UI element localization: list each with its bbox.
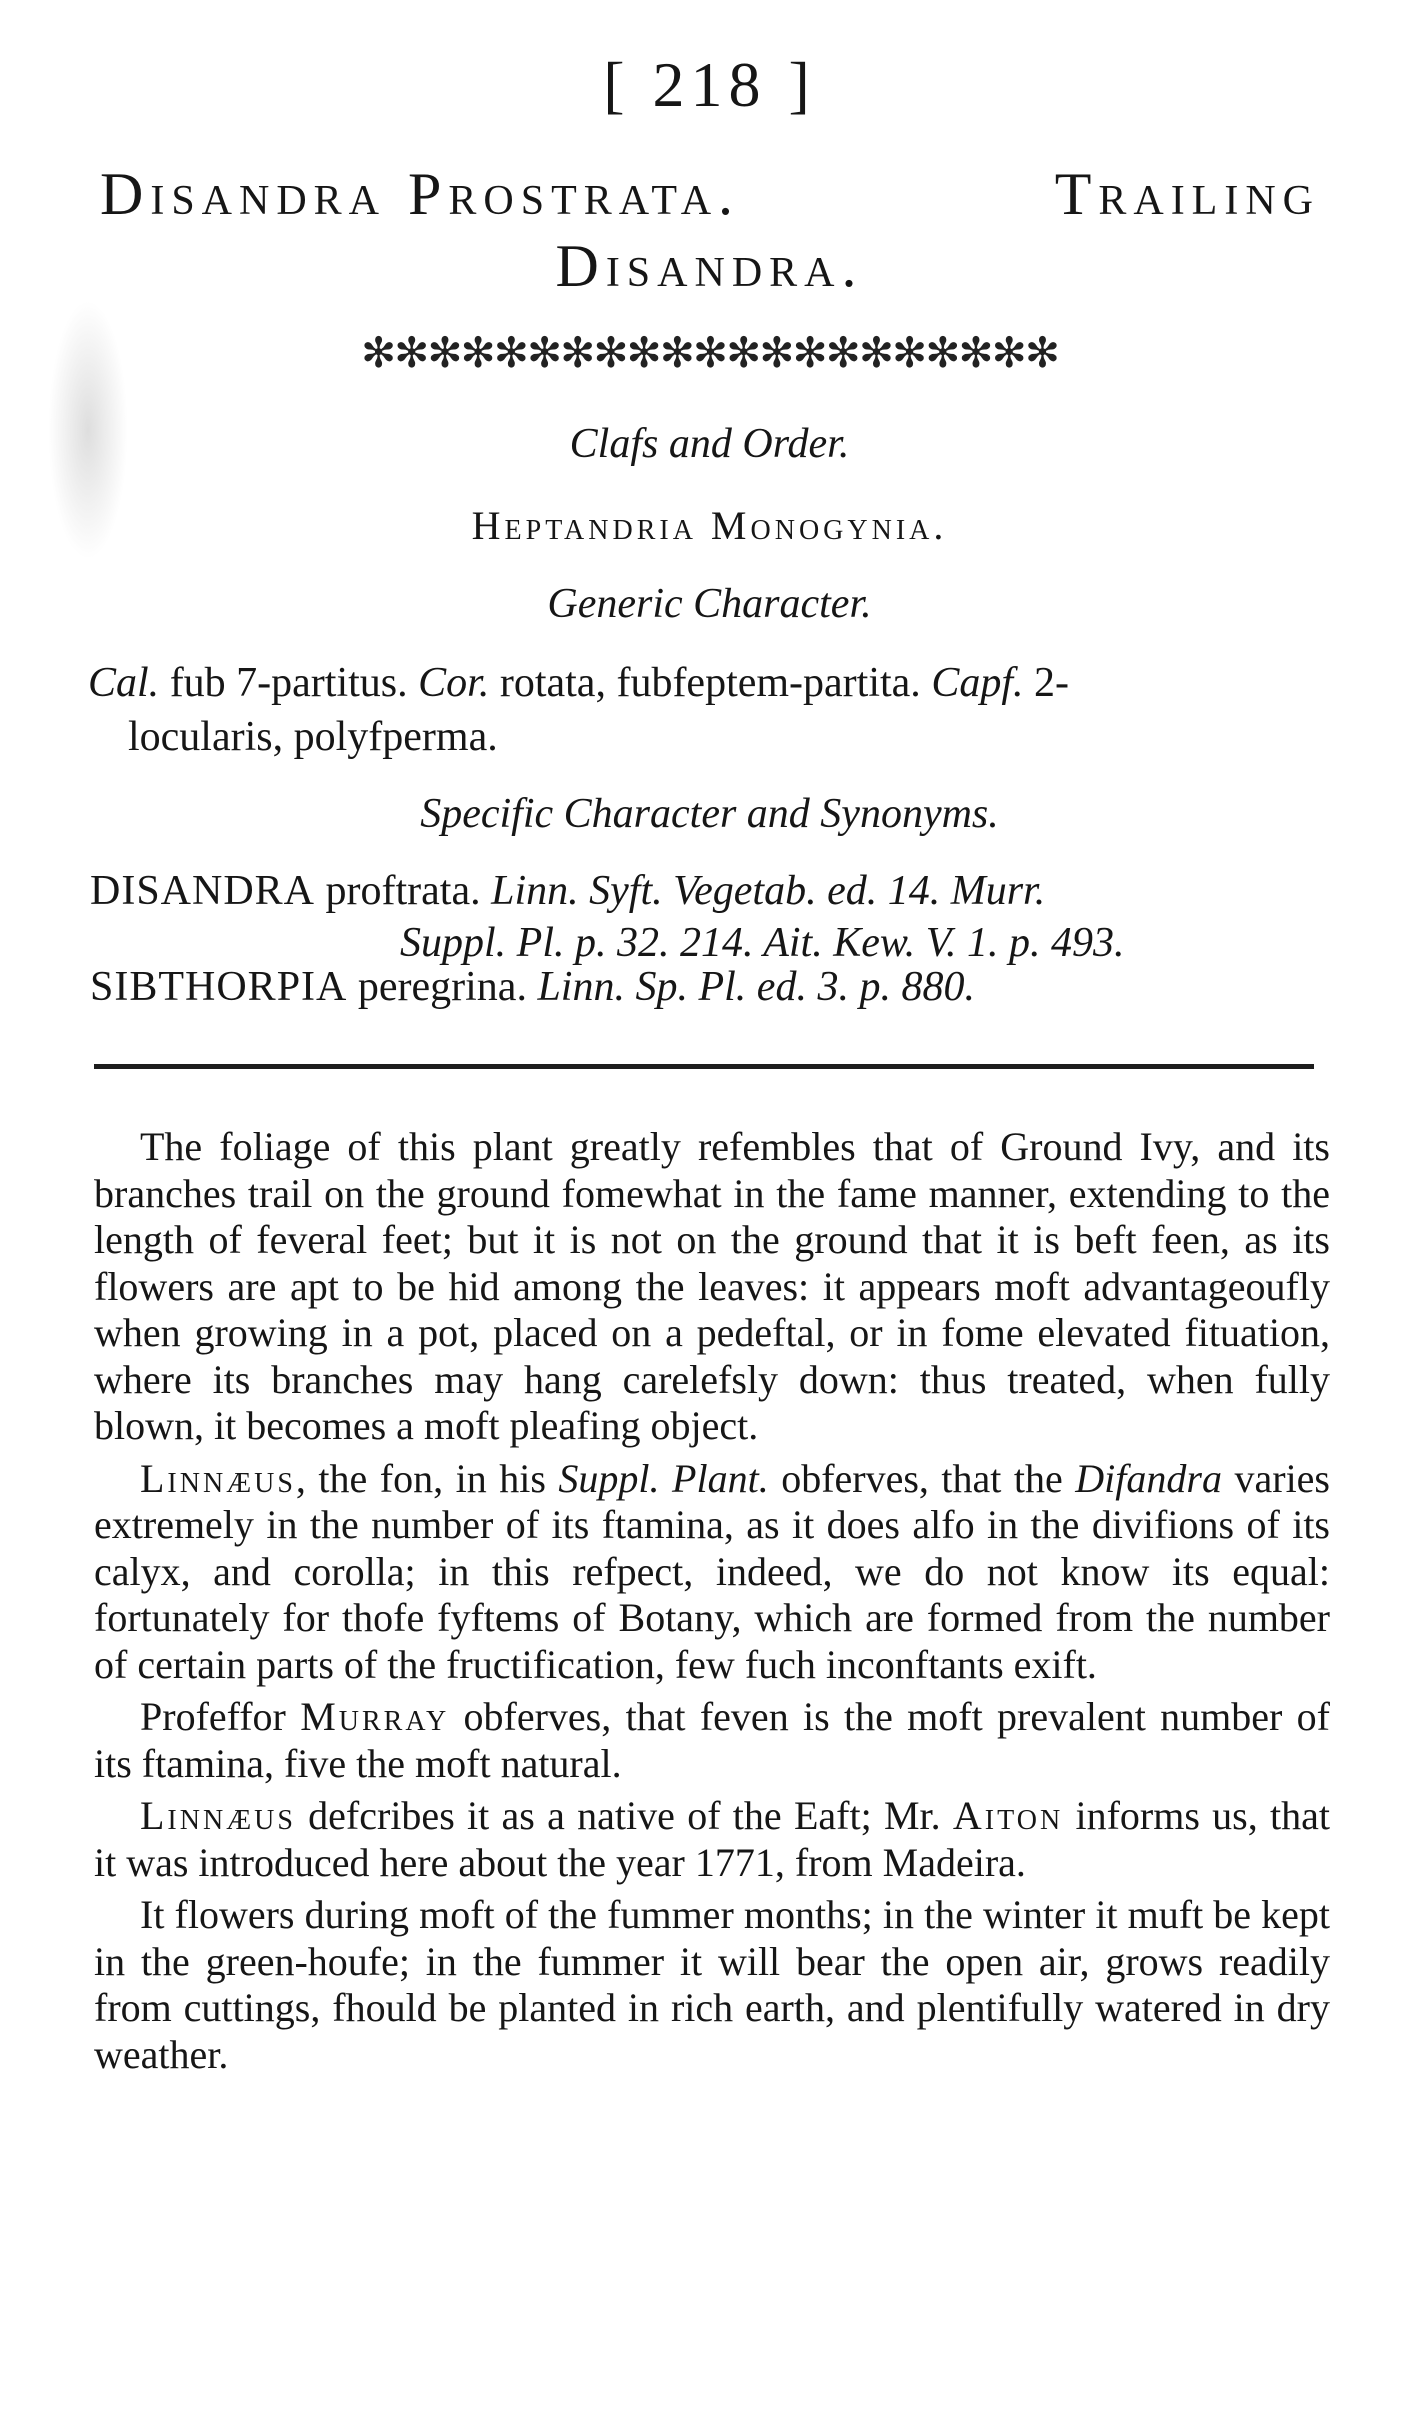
paragraph-text: informs us, that it was introduced here about the year 1771, from Madeira. bbox=[94, 1793, 1330, 1885]
description-body bbox=[94, 1124, 1330, 2084]
author-name: Aiton bbox=[952, 1793, 1064, 1838]
paragraph-2 bbox=[94, 1456, 1330, 1689]
page-number: [ 218 ] bbox=[603, 49, 816, 120]
synonym-line-1 bbox=[90, 866, 1350, 916]
title-line-1 bbox=[100, 160, 1320, 229]
paragraph-5: It flowers during moft of the fummer months; in the winter it muft be kept in the green-houfe; in the fummer it will bear the open air, grows readily from cuttings, fhould be planted in rich earth, and plentifully watered in dry weather. bbox=[94, 1892, 1330, 2077]
cal-text: fub 7-partitus. bbox=[159, 660, 419, 706]
cal-label: Cal. bbox=[88, 660, 160, 706]
cor-text: rotata, fubfeptem-partita. bbox=[489, 660, 932, 706]
paragraph-text: Profeffor bbox=[140, 1694, 301, 1739]
author-name: Murray bbox=[300, 1694, 450, 1739]
synonym-species: proftrata. bbox=[315, 868, 492, 914]
class-order-heading: Clafs and Order. bbox=[569, 421, 850, 467]
horizontal-rule bbox=[94, 1064, 1314, 1069]
synonym-reference: Suppl. Pl. p. 32. 214. Ait. Kew. V. 1. p. 493. bbox=[400, 920, 1125, 966]
author-name: Linnæus bbox=[140, 1455, 296, 1501]
paragraph-3 bbox=[94, 1694, 1330, 1787]
title-english-name-start: Trailing bbox=[1054, 161, 1320, 227]
paragraph-1: The foliage of this plant greatly refembles that of Ground Ivy, and its branches trail on the ground fomewhat in the fame manner, extending to the length of feveral feet; but it is not on the ground that it is beft feen, as its flowers are apt to be hid among the leaves: it appears moft advantageoufly when growing in a pot, placed on a pedeftal, or in fome elevated fituation, where its branches may hang carelefsly down: thus treated, when fully blown, it becomes a moft pleafing object. bbox=[94, 1124, 1330, 1448]
synonym-reference: Linn. Sp. Pl. ed. 3. p. 880. bbox=[537, 964, 975, 1010]
synonym-line-3 bbox=[90, 962, 1350, 1012]
paragraph-4 bbox=[94, 1793, 1330, 1886]
synonym-species: peregrina. bbox=[347, 964, 538, 1010]
synonym-genus-disandra: DISANDRA bbox=[90, 868, 316, 914]
synonym-genus-sibthorpia: SIBTHORPIA bbox=[90, 964, 348, 1010]
paragraph-text: obferves, that the bbox=[768, 1455, 1076, 1501]
class-order-value: Heptandria Monogynia. bbox=[471, 503, 948, 548]
paragraph-text: defcribes it as a native of the Eaft; Mr. bbox=[295, 1793, 953, 1838]
caps-text: 2- bbox=[1023, 660, 1069, 706]
title-latin-name: Disandra Prostrata. bbox=[100, 161, 741, 227]
cor-label: Cor. bbox=[418, 660, 490, 706]
title-line-2: Disandra. bbox=[555, 233, 864, 299]
caps-label: Capf. bbox=[931, 660, 1024, 706]
synonym-line-2 bbox=[400, 918, 1419, 968]
paragraph-text: , the fon, in his bbox=[295, 1455, 559, 1501]
genus-name: Difandra bbox=[1075, 1455, 1222, 1501]
generic-line-1 bbox=[88, 656, 1348, 710]
paragraph-text: varies extremely in the number of its ftamina, as it does alfo in the divifions of its calyx, and corolla; in this refpect, indeed, we do not know its equal: fortunately for thofe fyftems of Botany, which are formed from the number of certain parts of the fructification, few fuch inconftants exift. bbox=[94, 1455, 1330, 1687]
work-title: Suppl. Plant. bbox=[558, 1455, 769, 1501]
author-name: Linnæus bbox=[140, 1793, 296, 1838]
specific-character-heading: Specific Character and Synonyms. bbox=[420, 791, 999, 837]
asterisk-ornament: ✻✻✻✻✻✻✻✻✻✻✻✻✻✻✻✻✻✻✻✻✻ bbox=[360, 331, 1059, 377]
paragraph-text: obferves, that feven is the moft prevalent number of its ftamina, five the moft natural. bbox=[94, 1694, 1330, 1786]
synonym-reference: Linn. Syft. Vegetab. ed. 14. Murr. bbox=[491, 868, 1046, 914]
generic-character-heading: Generic Character. bbox=[547, 581, 872, 627]
generic-line-2: locularis, polyfperma. bbox=[128, 714, 498, 760]
generic-character-text bbox=[88, 656, 1348, 764]
